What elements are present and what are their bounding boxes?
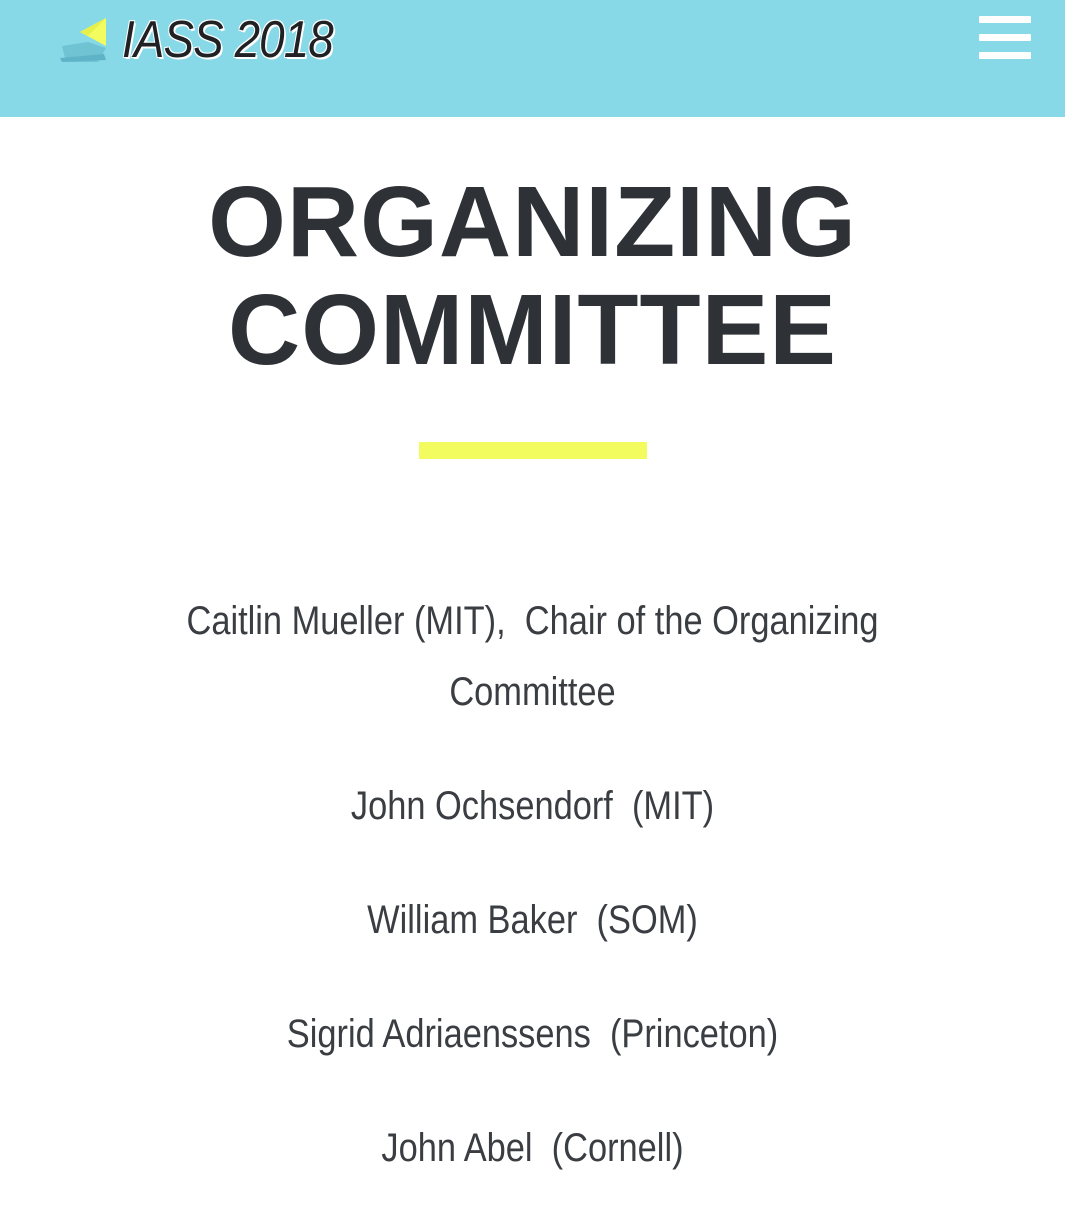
logo-text: IASS 2018 [122,11,333,69]
page-title-line-2: COMMITTEE [228,274,837,386]
committee-member: John Ochsendorf (MIT) [350,784,715,828]
committee-member: William Baker (SOM) [367,898,698,942]
site-header [0,0,1065,117]
page-title-line-1: ORGANIZING [208,166,857,278]
logo-shell-icon [58,12,116,68]
committee-member-list [100,586,965,1227]
site-logo[interactable] [58,10,362,70]
page-title [0,168,1065,384]
menu-bar-middle [979,34,1031,41]
menu-bar-top [979,16,1031,23]
title-accent-divider [419,442,647,459]
committee-member: Sigrid Adriaenssens (Princeton) [286,1012,779,1056]
hamburger-menu-icon[interactable] [979,16,1031,58]
menu-bar-bottom [979,52,1031,59]
committee-member: John Abel (Cornell) [381,1126,684,1170]
committee-member: Caitlin Mueller (MIT), Chair of the Organizing Committee [186,599,889,714]
